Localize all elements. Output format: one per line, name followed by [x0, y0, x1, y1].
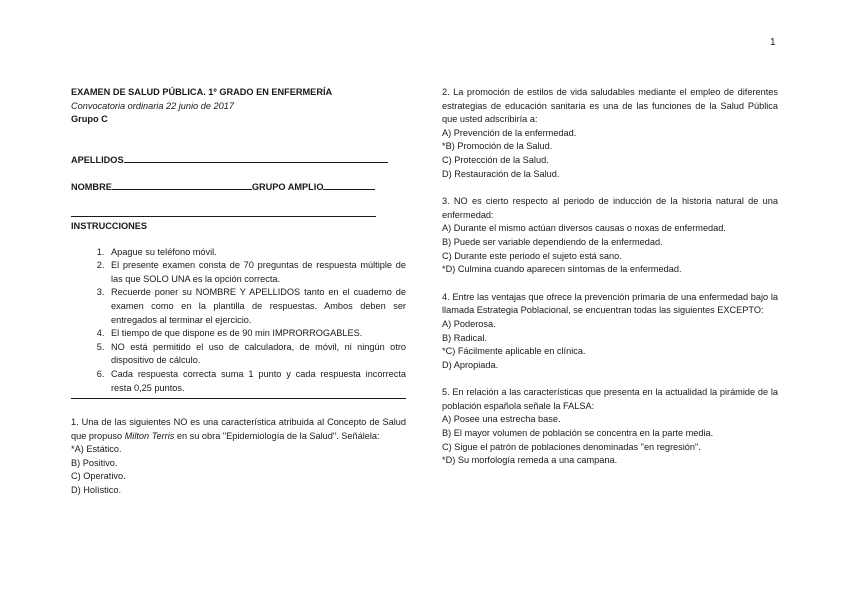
group-label: GRUPO AMPLIO [251, 182, 324, 193]
left-column [71, 86, 406, 498]
option-d: *D) Su morfología remeda a una campana. [442, 455, 618, 466]
surname-row [71, 153, 406, 168]
instructions-list [71, 246, 406, 396]
option-a: A) Posee una estrecha base. [442, 414, 561, 425]
option-a: *A) Estático. [71, 444, 122, 455]
surname-field[interactable] [124, 153, 388, 163]
option-d: D) Holístico. [71, 485, 122, 496]
option-c: *C) Fácilmente aplicable en clínica. [442, 346, 586, 357]
instruction-item: 2. El presente examen consta de 70 preguntas de respuesta múltiple de las que SOLO UNA es la opción correcta. [107, 259, 406, 286]
divider [71, 216, 376, 217]
exam-title: EXAMEN DE SALUD PÚBLICA. 1º GRADO EN ENFERMERÍA [71, 87, 333, 97]
option-d: *D) Culmina cuando aparecen síntomas de la enfermedad. [442, 264, 682, 275]
instruction-item: 1. Apague su teléfono móvil. [107, 246, 406, 260]
question-4 [442, 291, 778, 373]
question-1 [71, 416, 406, 498]
instructions-heading: INSTRUCCIONES [71, 220, 148, 231]
name-field[interactable] [112, 180, 252, 190]
group-field[interactable] [323, 180, 375, 190]
option-c: C) Sigue el patrón de poblaciones denominadas "en regresión". [442, 441, 701, 452]
option-b: B) Positivo. [71, 457, 118, 468]
option-a: A) Poderosa. [442, 318, 496, 329]
right-column [442, 86, 778, 468]
exam-group: Grupo C [71, 114, 108, 125]
instruction-item: 6. Cada respuesta correcta suma 1 punto y cada respuesta incorrecta resta 0,25 puntos. [107, 368, 406, 395]
option-a: A) Durante el mismo actúan diversos causas o noxas de enfermedad. [442, 223, 726, 234]
instruction-item: 3. Recuerde poner su NOMBRE Y APELLIDOS tanto en el cuaderno de examen como en la plantilla de respuestas. Ambos deben ser entregados al terminar el ejercicio. [107, 286, 406, 327]
author-name: Milton Terris [124, 430, 175, 441]
option-c: C) Protección de la Salud. [442, 154, 549, 165]
question-stem: 4. Entre las ventajas que ofrece la prevención primaria de una enfermedad bajo la llamada Estrategia Poblacional, se encuentran todas las siguientes EXCEPTO: [442, 291, 778, 316]
option-d: D) Restauración de la Salud. [442, 168, 560, 179]
question-5 [442, 386, 778, 468]
option-b: B) Puede ser variable dependiendo de la enfermedad. [442, 236, 663, 247]
option-d: D) Apropiada. [442, 359, 499, 370]
exam-subtitle: Convocatoria ordinaria 22 junio de 2017 [71, 100, 234, 111]
option-c: C) Durante este periodo el sujeto está sano. [442, 250, 622, 261]
question-stem: 2. La promoción de estilos de vida saludables mediante el empleo de diferentes estrategias de educación sanitaria es una de las funciones de la Salud Pública que usted adscribiría a: [442, 87, 778, 125]
option-b: *B) Promoción de la Salud. [442, 141, 553, 152]
instruction-item: 4. El tiempo de que dispone es de 90 min IMPRORROGABLES. [107, 327, 406, 341]
name-label: NOMBRE [71, 182, 112, 193]
option-b: B) Radical. [442, 332, 487, 343]
question-stem: 5. En relación a las características que presenta en la actualidad la pirámide de la población española señale la FALSA: [442, 387, 778, 411]
question-3 [442, 195, 778, 277]
surname-label: APELLIDOS [71, 154, 124, 165]
question-2 [442, 86, 778, 181]
instruction-item: 5. NO está permitido el uso de calculadora, de móvil, ni ningún otro dispositivo de cálculo. [107, 341, 406, 368]
option-a: A) Prevención de la enfermedad. [442, 127, 577, 138]
question-stem: 3. NO es cierto respecto al periodo de inducción de la historia natural de una enfermedad: [442, 196, 778, 220]
option-c: C) Operativo. [71, 471, 126, 482]
question-stem: 1. Una de las siguientes NO es una característica atribuida al Concepto de Salud que propuso Milton Terris en su obra "Epidemiología de la Salud". Señálela: [71, 417, 406, 441]
name-row [71, 180, 406, 195]
option-b: B) El mayor volumen de población se concentra en la parte media. [442, 428, 714, 439]
page-number: 1 [770, 37, 776, 48]
